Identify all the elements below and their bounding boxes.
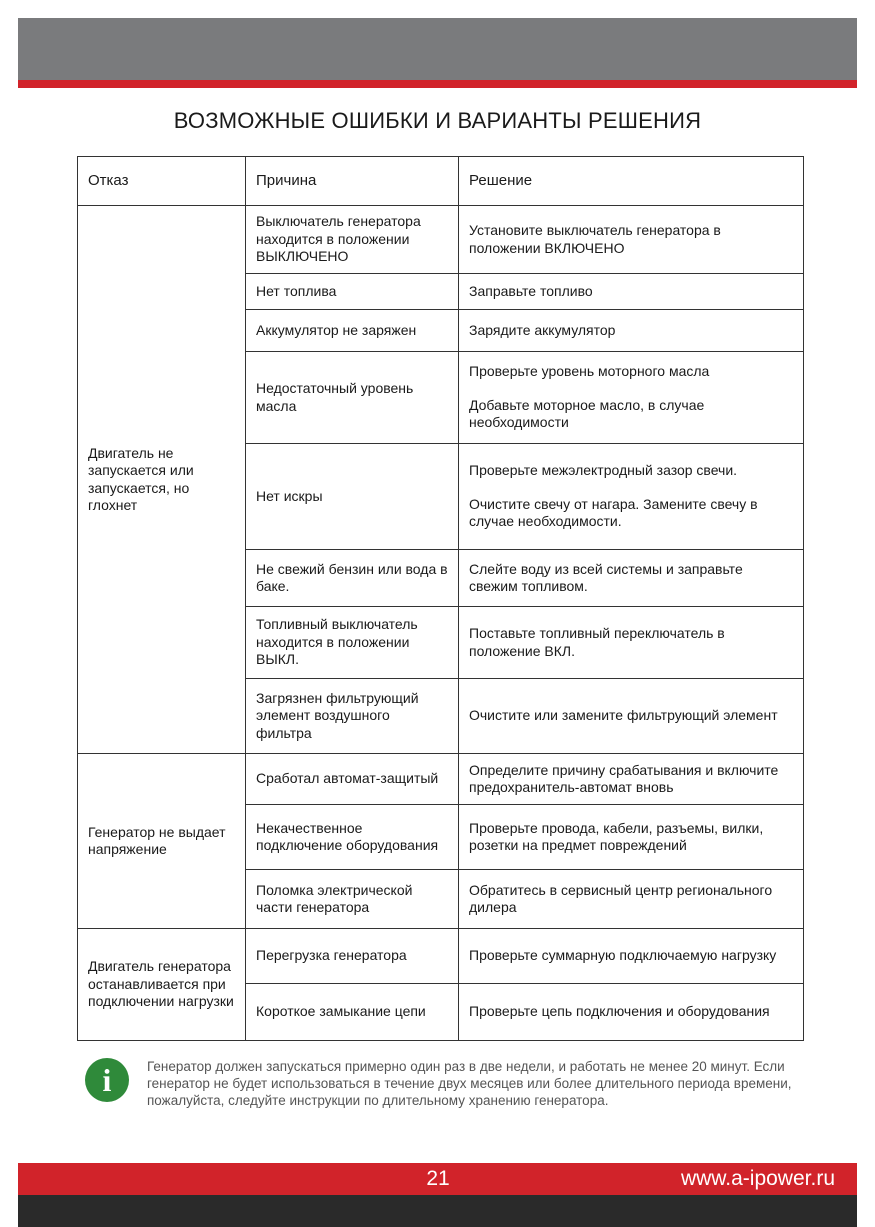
cause-cell: Короткое замыкание цепи [246,984,459,1041]
page-number: 21 [426,1167,450,1190]
solution-line: Добавьте моторное масло, в случае необходимости [469,396,705,431]
solution-line: Зарядите аккумулятор [469,321,616,338]
solution-line: Проверьте уровень моторного масла [469,363,710,380]
info-note: Генератор должен запускаться примерно один раз в две недели, и работать не менее 20 минут. Если генератор не будет использоваться в течение двух месяцев или более длительного периода времени, пожалуйста, следуйте инструкции по длительному хранению генератора. [147,1059,792,1108]
header-failure: Отказ [78,157,246,206]
table-row [78,206,804,274]
solution-line: Проверьте цепь подключения и оборудования [469,1003,770,1020]
cause-cell: Нет искры [246,444,459,550]
solution-line: Слейте воду из всей системы и заправьте свежим топливом. [469,560,743,594]
solution-line: Проверьте провода, кабели, разъемы, вилки, розетки на предмет повреждений [469,819,764,853]
solution-cell [459,550,804,607]
cause-cell: Сработал автомат-защитый [246,754,459,805]
cause-cell: Недостаточный уровень масла [246,352,459,444]
table-body [78,206,804,1041]
failure-cell: Двигатель генератора останавливается при подключении нагрузки [78,929,246,1041]
website-link[interactable]: www.a-ipower.ru [680,1167,835,1190]
cause-cell: Выключатель генератора находится в положении ВЫКЛЮЧЕНО [246,206,459,274]
header-solution: Решение [459,157,804,206]
solution-line: Обратитесь в сервисный центр регионального дилера [469,881,773,915]
cause-cell: Поломка электрической части генератора [246,870,459,929]
troubleshooting-table [77,156,804,1041]
solution-cell [459,754,804,805]
solution-cell [459,274,804,310]
solution-cell [459,310,804,352]
cause-cell: Некачественное подключение оборудования [246,805,459,870]
cause-cell: Нет топлива [246,274,459,310]
solution-line: Очистите свечу от нагара. Замените свечу в случае необходимости. [469,495,758,530]
solution-line: Установите выключатель генератора в положении ВКЛЮЧЕНО [469,222,721,256]
page-title: ВОЗМОЖНЫЕ ОШИБКИ И ВАРИАНТЫ РЕШЕНИЯ [173,108,702,133]
solution-line: Определите причину срабатывания и включите предохранитель-автомат вновь [469,761,779,795]
cause-cell: Загрязнен фильтрующий элемент воздушного фильтра [246,679,459,754]
solution-cell [459,929,804,984]
table-row [78,929,804,984]
solution-cell [459,679,804,754]
solution-cell [459,607,804,679]
cause-cell: Аккумулятор не заряжен [246,310,459,352]
failure-cell: Двигатель не запускается или запускается, но глохнет [78,206,246,754]
solution-line: Проверьте межэлектродный зазор свечи. [469,462,738,479]
solution-cell [459,352,804,444]
solution-cell [459,444,804,550]
table-row [78,754,804,805]
header-stripe [18,80,857,88]
solution-cell [459,206,804,274]
solution-line: Заправьте топливо [469,282,593,299]
solution-line: Поставьте топливный переключатель в положение ВКЛ. [469,625,725,659]
failure-cell: Генератор не выдает напряжение [78,754,246,929]
solution-cell [459,805,804,870]
solution-line: Проверьте суммарную подключаемую нагрузку [469,947,777,964]
solution-line: Очистите или замените фильтрующий элемент [469,707,778,724]
cause-cell: Перегрузка генератора [246,929,459,984]
cause-cell: Не свежий бензин или вода в баке. [246,550,459,607]
header-cause: Причина [246,157,459,206]
solution-cell [459,984,804,1041]
info-icon: i [85,1058,129,1102]
solution-cell [459,870,804,929]
footer-bottom-band [18,1195,857,1227]
header-band [18,18,857,80]
cause-cell: Топливный выключатель находится в положении ВЫКЛ. [246,607,459,679]
